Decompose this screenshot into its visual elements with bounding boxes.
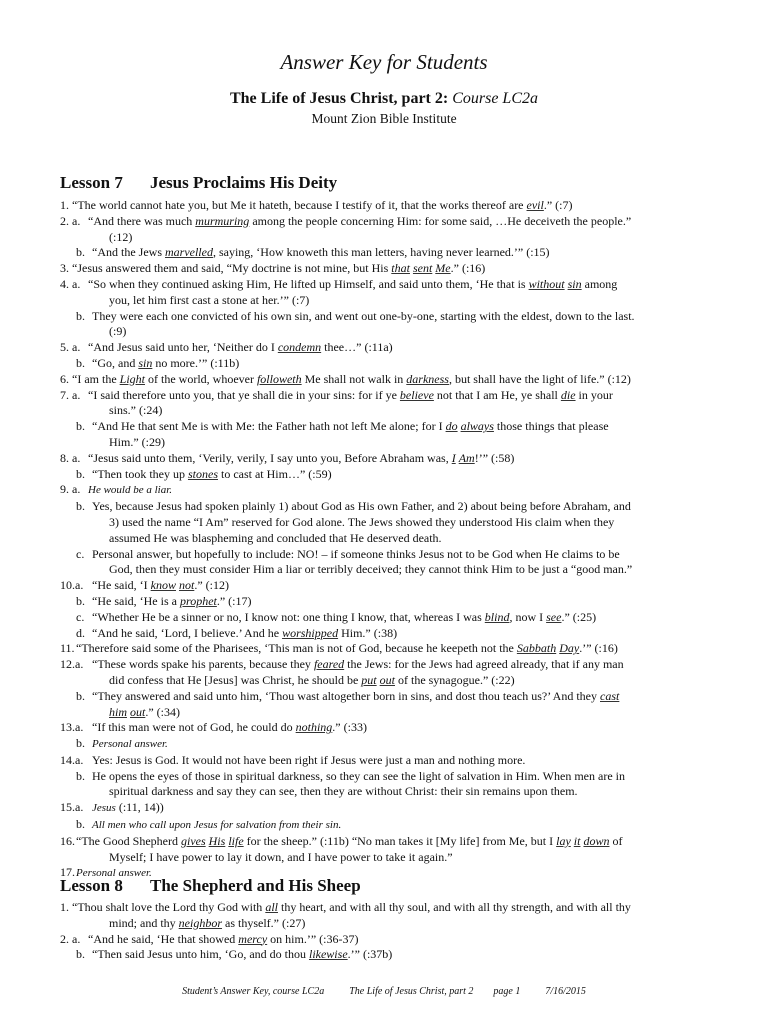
item-number: 10.a.: [60, 578, 84, 593]
item-letter: d.: [76, 625, 85, 640]
answer-text: He opens the eyes of those in spiritual darkness, so they can see the light of salvation in Him. When men are in: [92, 768, 625, 783]
answer-3: [60, 261, 720, 277]
answer-blank: life: [228, 833, 244, 848]
answer-text: “I said therefore unto you, that ye shall die in your sins: for if ye: [88, 387, 400, 402]
answer-12a-cont: [60, 673, 768, 689]
answer-text: .” (:25): [561, 609, 597, 624]
l8-answer-1-cont: [60, 916, 768, 932]
lesson-7-answers: [0, 198, 709, 882]
answer-text: “He said, ‘I: [92, 578, 151, 593]
answer-10b: [60, 594, 720, 610]
item-number: 4. a.: [60, 276, 81, 291]
answer-9b-cont2: [60, 531, 768, 547]
answer-9b: [60, 499, 720, 515]
item-number: 9. a.: [60, 482, 81, 497]
item-number: 1.: [60, 198, 69, 212]
answer-text: mind; and thy: [109, 915, 179, 930]
answer-text: “And there was much: [88, 213, 196, 228]
item-number: 14.a.: [60, 752, 84, 767]
answer-text: .” (:33): [332, 720, 367, 735]
answer-blank: without: [528, 276, 565, 291]
answer-13a: [60, 720, 720, 736]
answer-text: the Jews: for the Jews had agreed already, that if any man: [344, 657, 624, 672]
answer-7b-cont: [60, 435, 768, 451]
answer-blank: that: [391, 261, 410, 276]
lesson-7-heading: [60, 173, 337, 193]
item-number: 15.a.: [60, 800, 84, 815]
course-subtitle: [0, 90, 768, 108]
l8-answer-1: [60, 900, 720, 916]
answer-7a-cont: [60, 403, 768, 419]
answer-text: on him.’” (:36-37): [267, 931, 359, 946]
lesson-8-number: Lesson 8: [60, 876, 123, 895]
lesson-7-number: Lesson 7: [60, 173, 123, 192]
answer-text: “Jesus answered them and said, “My doctrine is not mine, but His: [72, 261, 392, 276]
answer-blank: not: [178, 578, 195, 593]
answer-text: thy heart, and with all thy soul, and with all thy strength, and with all thy: [277, 900, 631, 914]
answer-10d: [60, 626, 720, 642]
answer-blank: always: [460, 419, 494, 434]
answer-2a-cont: [60, 230, 768, 246]
answer-blank: I: [451, 450, 456, 465]
answer-10a: [60, 578, 720, 594]
answer-9c-cont: [60, 562, 768, 578]
answer-text: “And he said, ‘Lord, I believe.’ And he: [92, 625, 283, 640]
item-number: 7. a.: [60, 387, 81, 402]
answer-text: “The world cannot hate you, but Me it hateth, because I testify of it, that the works thereof are: [72, 198, 527, 212]
answer-9a: [60, 482, 720, 499]
answer-text: no more.’” (:11b): [152, 355, 240, 370]
item-number: 17.: [60, 865, 75, 880]
answer-blank: Am: [458, 450, 475, 465]
answer-blank: out: [379, 672, 395, 687]
answer-text: “Go, and: [92, 355, 139, 370]
l8-answer-2a: [60, 932, 720, 948]
answer-blank: sent: [412, 261, 433, 276]
answer-blank: marvelled: [164, 245, 213, 260]
answer-blank: neighbor: [178, 915, 223, 930]
answer-blank: evil: [526, 198, 544, 212]
answer-blank: nothing: [295, 720, 333, 735]
institute-name: Mount Zion Bible Institute: [311, 111, 457, 126]
answer-text: .’” (:37b): [347, 947, 393, 962]
answer-blank: put: [361, 672, 377, 687]
answer-text: !’” (:58): [474, 450, 515, 465]
answer-text: “So when they continued asking Him, He lifted up Himself, and said unto them, ‘He that is: [88, 276, 529, 291]
l8-answer-2b: [60, 947, 720, 963]
answer-text: Personal answer.: [92, 738, 168, 751]
answer-text: .” (:12): [194, 578, 229, 593]
answer-13b: [60, 736, 720, 753]
lesson-8-title: The Shepherd and His Sheep: [150, 876, 361, 895]
item-number: 2. a.: [60, 213, 81, 228]
answer-1: [60, 198, 720, 214]
answer-text: in your: [575, 387, 613, 402]
answer-text: “Then said Jesus unto him, ‘Go, and do thou: [92, 947, 309, 962]
answer-blank: Me: [435, 261, 451, 276]
answer-2b: [60, 245, 720, 261]
answer-6: 6. “I am the Light of the world, whoever followeth Me shall not walk in darkness, but shall have the light of life.” (:12): [60, 371, 631, 386]
answer-text: God, then they must consider Him a liar or terribly deceived; they cannot think Him to be just a “good man.”: [109, 562, 633, 577]
answer-text: to cast at Him…” (:59): [217, 466, 332, 481]
item-number: 6.: [60, 371, 69, 386]
item-number: 8. a.: [60, 450, 81, 465]
answer-7b: [60, 419, 720, 435]
answer-text: .” (:17): [216, 593, 252, 608]
answer-text: Jesus: [92, 802, 116, 815]
answer-text: as thyself.” (:27): [222, 915, 306, 930]
answer-10c: c. “Whether He be a sinner or no, I know not: one thing I know, that, whereas I was blind, now I see.” (:25): [60, 610, 720, 626]
answer-text: (:12): [109, 229, 133, 244]
answer-blank: stones: [187, 466, 218, 481]
answer-text: “And the Jews: [92, 245, 165, 260]
answer-14a: [60, 753, 720, 769]
answer-12a: [60, 657, 720, 673]
item-letter: c.: [76, 546, 85, 561]
answer-7a: 7. a. “I said therefore unto you, that ye shall die in your sins: for if ye believe not that I am He, ye shall die in your: [60, 387, 613, 402]
answer-text: “They answered and said unto him, ‘Thou wast altogether born in sins, and dost thou teach us?’ And they: [92, 688, 600, 703]
item-letter: b.: [76, 817, 85, 832]
answer-15b: [60, 817, 720, 834]
answer-11: [60, 641, 720, 657]
answer-text: , saying, ‘How knoweth this man letters, having never learned.’” (:15): [212, 245, 550, 260]
item-number: 16.: [60, 833, 75, 848]
answer-text: .” (:7): [543, 198, 573, 212]
answer-12b: [60, 689, 720, 705]
item-number: 5. a.: [60, 340, 81, 355]
answer-blank: Day: [559, 641, 580, 656]
item-number: 2. a.: [60, 931, 81, 946]
item-letter: b.: [76, 768, 85, 783]
answer-16-cont: [60, 850, 768, 866]
answer-blank: darkness: [406, 371, 449, 386]
course-code: Course LC2a: [452, 90, 538, 107]
answer-2a: [60, 214, 720, 230]
answer-blank: all: [265, 900, 278, 914]
answer-text: of: [609, 833, 623, 848]
answer-text: you, let him first cast a stone at her.’” (:7): [109, 292, 310, 307]
answer-4b-cont: [60, 324, 768, 340]
answer-5b: [60, 356, 720, 372]
answer-text: “Whether He be a sinner or no, I know not: one thing I know, that, whereas I was: [92, 609, 485, 624]
page-footer: Student’s Answer Key, course LC2a The Life of Jesus Christ, part 2 page 1 7/16/2015: [182, 986, 586, 997]
document-title: Answer Key for Students: [280, 50, 488, 74]
answer-8a: [60, 451, 720, 467]
answer-text: “Thou shalt love the Lord thy God with: [72, 900, 266, 914]
answer-blank: sin: [567, 276, 582, 291]
answer-text: .’” (:16): [579, 641, 618, 656]
item-letter: c.: [76, 609, 85, 624]
item-letter: b.: [76, 947, 85, 962]
answer-8b: [60, 467, 720, 483]
answer-text: “He said, ‘He is a: [92, 593, 180, 608]
answer-blank: out: [130, 704, 146, 719]
item-letter: b.: [76, 308, 85, 323]
answer-text: did confess that He [Jesus] was Christ, he should be: [109, 672, 362, 687]
answer-blank: His: [208, 833, 226, 848]
answer-text: All men who call upon Jesus for salvation from their sin.: [92, 819, 342, 832]
item-number: 12.a.: [60, 657, 84, 672]
answer-blank: worshipped: [282, 625, 339, 640]
answer-text: “And he said, ‘He that showed: [88, 931, 239, 946]
answer-text: “The Good Shepherd: [76, 833, 181, 848]
answer-4b: [60, 309, 720, 325]
answer-text: Him.” (:29): [109, 434, 165, 449]
answer-text: Personal answer, but hopefully to include: NO! – if someone thinks Jesus not to be God when He claims to be: [92, 546, 620, 561]
answer-text: Yes: Jesus is God. It would not have been right if Jesus were just a man and nothing more.: [92, 752, 526, 767]
answer-text: They were each one convicted of his own sin, and went out one-by-one, starting with the eldest, down to the last.: [92, 308, 635, 323]
answer-text: Him.” (:38): [338, 625, 398, 640]
answer-blank: gives: [180, 833, 206, 848]
answer-text: “These words spake his parents, because they: [92, 657, 314, 672]
answer-blank: sin: [138, 355, 153, 370]
item-letter: b.: [76, 499, 85, 514]
answer-14b: [60, 769, 720, 785]
answer-text: “Jesus said unto them, ‘Verily, verily, I say unto you, Before Abraham was,: [88, 450, 452, 465]
answer-text: (:9): [109, 324, 127, 339]
item-letter: b.: [76, 736, 85, 751]
item-letter: b.: [76, 245, 85, 260]
item-number: 1.: [60, 900, 69, 914]
course-name: The Life of Jesus Christ, part 2:: [229, 90, 449, 107]
answer-blank: him: [109, 704, 127, 719]
answer-text: “If this man were not of God, he could do: [92, 720, 296, 735]
answer-blank: see: [546, 609, 562, 624]
answer-blank: blind: [484, 609, 510, 624]
answer-blank: cast: [600, 688, 620, 703]
answer-4a-cont: [60, 293, 768, 309]
answer-9b-cont: [60, 515, 768, 531]
answer-blank: it: [573, 833, 581, 848]
item-letter: b.: [76, 419, 85, 434]
answer-blank: lay: [556, 833, 571, 848]
answer-blank: feared: [313, 657, 345, 672]
item-letter: b.: [76, 593, 85, 608]
answer-text: (:11, 14)): [115, 800, 164, 815]
answer-text: He would be a liar.: [88, 484, 173, 497]
item-number: 11.: [60, 641, 75, 656]
answer-text: spiritual darkness and say they can see, then they are without Christ: their sin remains upon them.: [109, 784, 578, 799]
answer-text: “Therefore said some of the Pharisees, ‘This man is not of God, because he keepeth not the: [76, 641, 517, 656]
answer-blank: likewise: [308, 947, 348, 962]
answer-blank: Sabbath: [516, 641, 557, 656]
answer-text: 3) used the name “I Am” reserved for God alone. The Jews showed they understood His claim when they: [109, 514, 615, 529]
answer-5a: [60, 340, 720, 356]
answer-text: among: [581, 276, 618, 291]
item-number: 13.a.: [60, 720, 84, 735]
answer-blank: condemn: [277, 340, 322, 355]
answer-text: “And Jesus said unto her, ‘Neither do I: [88, 340, 278, 355]
answer-text: Myself; I have power to lay it down, and I have power to take it again.”: [109, 849, 453, 864]
answer-text: .” (:16): [450, 261, 486, 276]
answer-14b-cont: [60, 784, 768, 800]
answer-text: of the synagogue.” (:22): [394, 672, 515, 687]
answer-blank: down: [583, 833, 610, 848]
answer-blank: die: [560, 387, 576, 402]
item-letter: b.: [76, 688, 85, 703]
item-number: 3.: [60, 261, 69, 276]
answer-12b-cont: [60, 705, 768, 721]
answer-text: assumed He was blaspheming and concluded that He deserved death.: [109, 530, 442, 545]
answer-text: “Then took they up: [92, 466, 188, 481]
answer-9c: [60, 547, 720, 563]
answer-text: , but shall have the light of life.” (:12): [448, 371, 631, 386]
answer-text: those things that please: [493, 419, 609, 434]
answer-text: among the people concerning Him: for some said, …He deceiveth the people.”: [249, 213, 632, 228]
answer-blank: murmuring: [195, 213, 250, 228]
answer-text: sins.” (:24): [109, 403, 163, 418]
answer-blank: believe: [399, 387, 434, 402]
answer-text: thee…” (:11a): [321, 340, 393, 355]
answer-blank: know: [150, 578, 176, 593]
answer-16: [60, 834, 720, 850]
lesson-8-heading: [60, 876, 361, 896]
item-letter: b.: [76, 355, 85, 370]
answer-text: for the sheep.” (:11b) “No man takes it [My life] from Me, but I: [243, 833, 557, 848]
lesson-7-title: Jesus Proclaims His Deity: [150, 173, 338, 192]
answer-text: “I am the: [72, 371, 120, 386]
answer-text: “And He that sent Me is with Me: the Father hath not left Me alone; for I: [92, 419, 446, 434]
answer-blank: followeth: [256, 371, 302, 386]
answer-text: .” (:34): [145, 704, 180, 719]
answer-15a: [60, 800, 720, 817]
item-letter: b.: [76, 466, 85, 481]
answer-text: Personal answer.: [76, 867, 152, 880]
answer-blank: prophet: [179, 593, 217, 608]
answer-blank: Light: [119, 371, 145, 386]
answer-blank: do: [445, 419, 458, 434]
answer-4a: [60, 277, 720, 293]
answer-text: Yes, because Jesus had spoken plainly 1) about God as His own Father, and 2) about being before Abraham, and: [92, 499, 631, 514]
answer-blank: mercy: [238, 931, 268, 946]
lesson-8-answers: [0, 900, 709, 963]
